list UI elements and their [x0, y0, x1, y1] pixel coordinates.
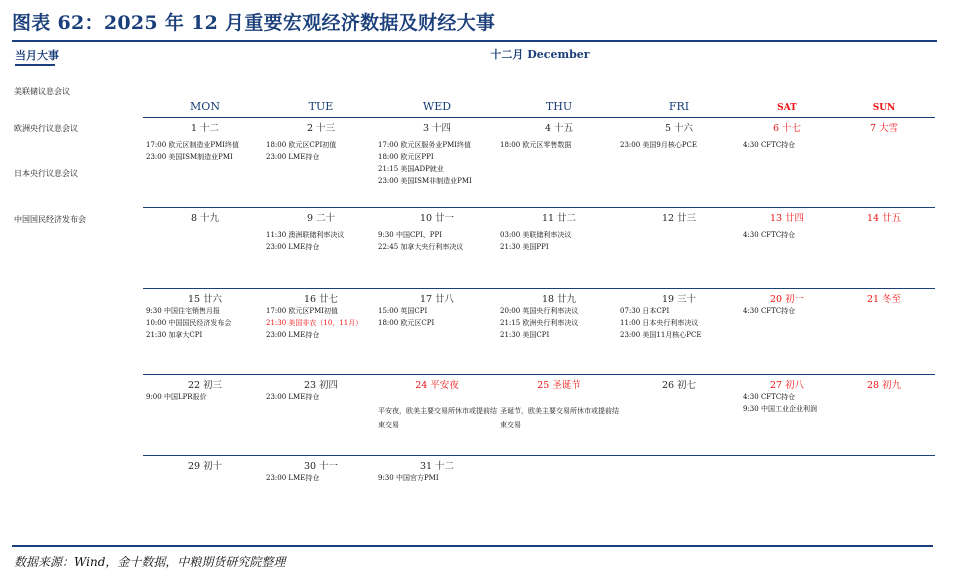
calendar-event: 11:30 澳洲联储利率决议: [266, 231, 345, 239]
sidebar-item-boj-meeting: 日本央行议息会议: [14, 169, 78, 178]
calendar-event: 23:00 LME持仓: [266, 393, 320, 401]
title-divider: [12, 40, 937, 42]
calendar-event: 17:00 欧元区PMI初值: [266, 307, 339, 315]
day-label: 20 初一: [769, 294, 805, 305]
sidebar-item-china-economy-release: 中国国民经济发布会: [14, 215, 86, 224]
calendar-event: 23:00 美国9月核心PCE: [620, 141, 698, 149]
day-label: 15 廿六: [187, 294, 223, 305]
calendar-event: 23:00 LME持仓: [266, 243, 320, 251]
weekday-fri: FRI: [668, 100, 690, 113]
calendar-event: 20:00 英国央行利率决议: [500, 307, 579, 315]
calendar-event: 21:15 美国ADP就业: [378, 165, 444, 173]
month-title: 十二月 December: [490, 48, 590, 61]
calendar-event: 18:00 欧元区CPI: [378, 319, 435, 327]
calendar-event: 4:30 CFTC持仓: [743, 231, 796, 239]
day-label: 30 十一: [303, 461, 339, 472]
figure-title: 图表 62：2025 年 12 月重要宏观经济数据及财经大事: [12, 12, 496, 34]
day-label: 11 廿二: [541, 213, 577, 224]
day-label: 10 廿一: [419, 213, 455, 224]
day-label: 17 廿八: [419, 294, 455, 305]
calendar-event: 21:30 美国CPI: [500, 331, 550, 339]
calendar-event: 9:30 中国CPI、PPI: [378, 231, 442, 239]
calendar-event: 21:30 美国PPI: [500, 243, 549, 251]
week-divider: [143, 288, 935, 289]
day-label: 13 廿四: [769, 213, 805, 224]
calendar-event: 18:00 欧元区零售数据: [500, 141, 572, 149]
day-label: 5 十六: [664, 123, 694, 134]
calendar-event: 4:30 CFTC持仓: [743, 393, 796, 401]
day-label: 12 廿三: [661, 213, 697, 224]
day-label: 1 十二: [190, 123, 220, 134]
day-label: 6 十七: [772, 123, 802, 134]
calendar-event: 21:15 欧洲央行利率决议: [500, 319, 579, 327]
calendar-event: 9:30 中国工业企业利润: [743, 405, 817, 413]
week-divider: [143, 117, 935, 118]
calendar-event: 4:30 CFTC持仓: [743, 141, 796, 149]
calendar-event: 15:00 英国CPI: [378, 307, 428, 315]
calendar-event: 17:00 欧元区制造业PMI终值: [146, 141, 240, 149]
day-label: 9 二十: [306, 213, 336, 224]
calendar-event: 23:00 美国11月核心PCE: [620, 331, 702, 339]
calendar-event: 11:00 日本央行利率决议: [620, 319, 699, 327]
day-label: 19 三十: [661, 294, 697, 305]
calendar-event: 23:00 LME持仓: [266, 153, 320, 161]
day-label: 24 平安夜: [415, 380, 459, 391]
day-label: 25 圣诞节: [537, 380, 581, 391]
calendar-event: 22:45 加拿大央行利率决议: [378, 243, 464, 251]
calendar-event: 21:30 美国非农（10、11月）: [266, 319, 363, 327]
day-label: 18 廿九: [541, 294, 577, 305]
calendar-event: 03:00 美联储利率决议: [500, 231, 572, 239]
day-label: 3 十四: [422, 123, 452, 134]
holiday-note: 平安夜，欧美主要交易所休市或提前结束交易: [378, 407, 497, 429]
calendar-event: 23:00 美国ISM制造业PMI: [146, 153, 233, 161]
calendar-event: 21:30 加拿大CPI: [146, 331, 203, 339]
weekday-wed: WED: [422, 100, 452, 113]
sidebar-title: 当月大事: [15, 49, 59, 62]
day-label: 16 廿七: [303, 294, 339, 305]
source-note: 数据来源：Wind，金十数据，中粮期货研究院整理: [14, 555, 286, 569]
day-label: 23 初四: [303, 380, 339, 391]
footer-divider: [12, 545, 933, 547]
day-label: 7 大雪: [869, 123, 899, 134]
calendar-event: 10:00 中国国民经济发布会: [146, 319, 232, 327]
weekday-tue: TUE: [308, 100, 334, 113]
sidebar-item-fed-meeting: 美联储议息会议: [14, 87, 70, 96]
day-label: 31 十二: [419, 461, 455, 472]
calendar-event: 9:00 中国LPR报价: [146, 393, 207, 401]
day-label: 14 廿五: [866, 213, 902, 224]
calendar-event: 17:00 欧元区服务业PMI终值: [378, 141, 472, 149]
week-divider: [143, 374, 935, 375]
weekday-thu: THU: [545, 100, 573, 113]
weekday-sun: SUN: [872, 103, 896, 113]
week-divider: [143, 455, 935, 456]
calendar-event: 18:00 欧元区CPI初值: [266, 141, 337, 149]
day-label: 27 初八: [769, 380, 805, 391]
sidebar-item-ecb-meeting: 欧洲央行议息会议: [14, 124, 78, 133]
calendar-event: 23:00 美国ISM非制造业PMI: [378, 177, 472, 185]
calendar-event: 18:00 欧元区PPI: [378, 153, 434, 161]
day-label: 8 十九: [190, 213, 220, 224]
day-label: 2 十三: [306, 123, 336, 134]
weekday-mon: MON: [190, 100, 220, 113]
calendar-event: 07:30 日本CPI: [620, 307, 670, 315]
calendar-event: 9:30 中国官方PMI: [378, 474, 439, 482]
day-label: 4 十五: [544, 123, 574, 134]
day-label: 22 初三: [187, 380, 223, 391]
sidebar-title-underline: [15, 64, 55, 66]
day-label: 21 冬至: [866, 294, 902, 305]
calendar-event: 9:30 中国住宅销售月报: [146, 307, 220, 315]
calendar-event: 23:00 LME持仓: [266, 474, 320, 482]
holiday-note: 圣诞节，欧美主要交易所休市或提前结束交易: [500, 407, 619, 429]
week-divider: [143, 207, 935, 208]
calendar-event: 4:30 CFTC持仓: [743, 307, 796, 315]
day-label: 29 初十: [187, 461, 223, 472]
day-label: 28 初九: [866, 380, 902, 391]
weekday-sat: SAT: [777, 103, 797, 113]
calendar-event: 23:00 LME持仓: [266, 331, 320, 339]
day-label: 26 初七: [661, 380, 697, 391]
